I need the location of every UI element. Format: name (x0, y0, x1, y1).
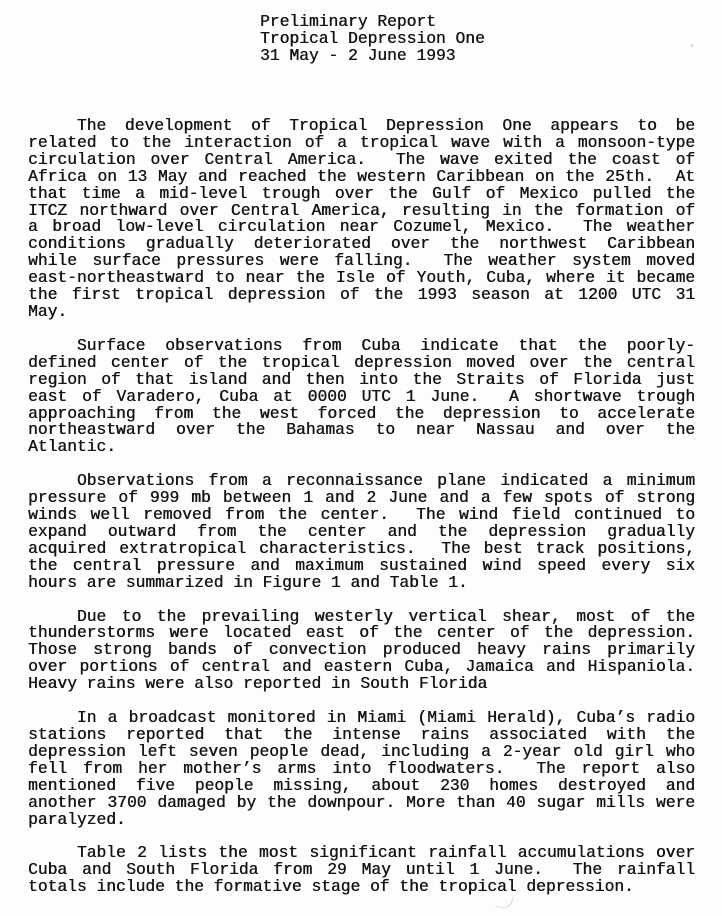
text-line: winds well removed from the center. The wind field continued to (28, 505, 695, 525)
text-line: approaching from the west forced the depression to accelerate (28, 403, 695, 423)
paragraph (28, 473, 695, 591)
text-line: Observations from a reconnaissance plane indicated a minimum (76, 471, 695, 491)
text-line: ITCZ northward over Central America, resulting in the formation of (28, 200, 695, 220)
text-line: northeastward over the Bahamas to near Nassau and over the (28, 420, 695, 440)
text-line: The development of Tropical Depression One appears to be (76, 116, 695, 135)
text-line: region of that island and then into the Straits of Florida just (28, 369, 695, 389)
paragraph (28, 118, 695, 321)
text-line: paralyzed. (28, 809, 126, 829)
text-line: Surface observations from Cuba indicate that the poorly- (76, 335, 695, 355)
text-line: Table 2 lists the most significant rainfall accumulations over (76, 843, 695, 863)
report-title: Preliminary Report (260, 12, 436, 31)
text-line: east of Varadero, Cuba at 0000 UTC 1 June. A shortwave trough (28, 386, 695, 406)
text-line: fell from her mother’s arms into floodwaters. The report also (28, 758, 695, 778)
text-line: Africa on 13 May and reached the western Caribbean on the 25th. At (28, 166, 695, 186)
text-line: Cuba and South Florida from 29 May until 1 June. The rainfall (28, 860, 695, 880)
paragraph (28, 710, 695, 828)
text-line: circulation over Central America. The wave exited the coast of (28, 149, 695, 169)
text-line: totals include the formative stage of the tropical depression. (28, 877, 634, 897)
text-line: May. (28, 301, 68, 321)
text-line: expand outward from the center and the depression gradually (28, 521, 695, 541)
text-line: hours are summarized in Figure 1 and Table 1. (28, 572, 468, 592)
text-line: defined center of the tropical depression moved over the central (28, 352, 695, 372)
text-line: In a broadcast monitored in Miami (Miami Herald), Cuba’s radio (76, 708, 695, 728)
title-block (260, 13, 695, 64)
text-line: pressure of 999 mb between 1 and 2 June and a few spots of strong (28, 488, 695, 508)
text-line: that time a mid-level trough over the Gulf of Mexico pulled the (28, 183, 695, 203)
text-line: a broad low-level circulation near Cozumel, Mexico. The weather (28, 217, 695, 237)
text-line: acquired extratropical characteristics. The best track positions, (28, 538, 695, 558)
text-line: east-northeastward to near the Isle of Youth, Cuba, where it became (28, 268, 695, 288)
text-line: depression left seven people dead, including a 2-year old girl who (28, 741, 695, 761)
text-line: Atlantic. (28, 437, 116, 457)
paragraph (28, 335, 695, 457)
document-body (28, 118, 695, 896)
text-line: the central pressure and maximum sustained wind speed every six (28, 555, 695, 575)
text-line: related to the interaction of a tropical wave with a monsoon-type (28, 132, 695, 152)
text-line: thunderstorms were located east of the center of the depression. (28, 623, 695, 643)
text-line: stations reported that the intense rains associated with the (28, 725, 695, 744)
paragraph (28, 606, 695, 694)
scan-speck (691, 44, 693, 47)
text-column (28, 13, 695, 913)
text-line: Those strong bands of convection produced heavy rains primarily (28, 640, 695, 660)
text-line: over portions of central and eastern Cuba, Jamaica and Hispaniola. (28, 657, 695, 677)
text-line: the first tropical depression of the 1993 season at 1200 UTC 31 (28, 285, 695, 305)
text-line: mentioned five people missing, about 230 homes destroyed and (28, 775, 695, 795)
text-line: while surface pressures were falling. The weather system moved (28, 251, 695, 271)
text-line: Due to the prevailing westerly vertical shear, most of the (76, 606, 695, 626)
report-date-range: 31 May - 2 June 1993 (260, 46, 456, 65)
paragraph (28, 845, 695, 896)
text-line: Heavy rains were also reported in South Florida (28, 674, 488, 694)
text-line: conditions gradually deteriorated over the northwest Caribbean (28, 234, 695, 254)
text-line: another 3700 damaged by the downpour. More than 40 sugar mills were (28, 792, 695, 812)
report-subtitle: Tropical Depression One (260, 29, 485, 48)
